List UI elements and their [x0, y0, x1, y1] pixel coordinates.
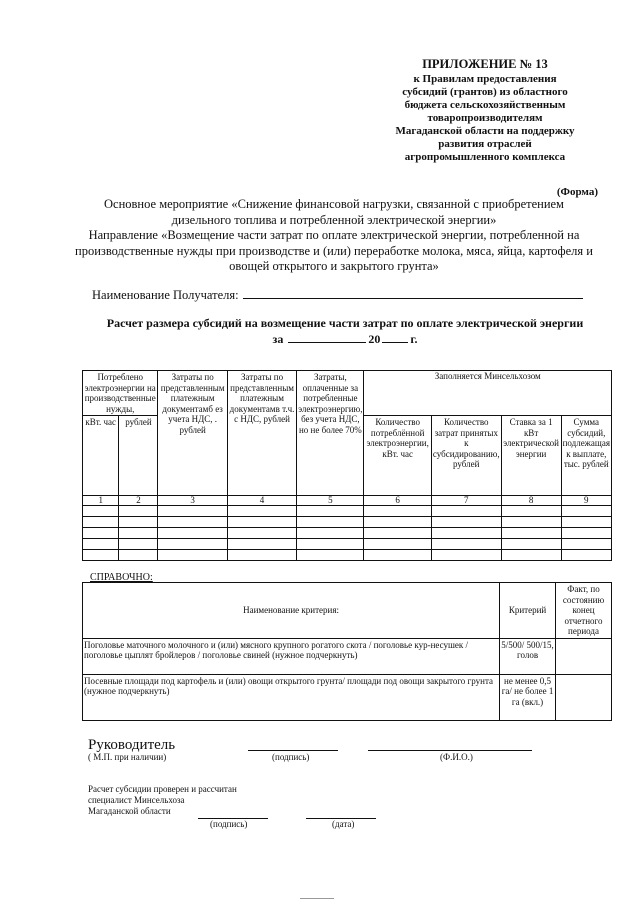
- table-cell[interactable]: [431, 550, 501, 561]
- fact-cell[interactable]: [556, 638, 612, 674]
- appendix-line: субсидий (грантов) из областного: [402, 86, 568, 98]
- table-cell[interactable]: [431, 517, 501, 528]
- table-cell[interactable]: [297, 550, 364, 561]
- table-cell[interactable]: [501, 506, 561, 517]
- appendix-line: бюджета сельскохозяйственным: [404, 99, 566, 111]
- table-cell[interactable]: [561, 550, 611, 561]
- col-number: 9: [561, 496, 611, 506]
- header-col3: Затраты по представленным платежным документамб ез учета НДС, . рублей: [158, 371, 227, 496]
- table-cell[interactable]: [83, 506, 119, 517]
- table-cell[interactable]: [158, 550, 227, 561]
- col-number: 2: [119, 496, 158, 506]
- table-cell[interactable]: [227, 528, 296, 539]
- table-cell[interactable]: [501, 539, 561, 550]
- table-cell[interactable]: [83, 550, 119, 561]
- appendix-line: товаропроизводителям: [427, 112, 543, 124]
- appendix-header: [360, 58, 610, 164]
- calc-title: [100, 316, 590, 346]
- table-cell[interactable]: [119, 550, 158, 561]
- fio-caption: (Ф.И.О.): [440, 752, 473, 762]
- table-cell[interactable]: [158, 517, 227, 528]
- form-label: (Форма): [556, 186, 598, 198]
- signature-caption: (подпись): [272, 752, 310, 762]
- appendix-line: агропромышленного комплекса: [404, 151, 566, 163]
- table-row: [83, 539, 612, 550]
- table-cell[interactable]: [119, 506, 158, 517]
- header-col7: Количество затрат принятых к субсидированию, рублей: [431, 416, 501, 496]
- criterion-name: Поголовье маточного молочного и (или) мясного крупного рогатого скота / поголовье кур-несушек / поголовье цыплят бройлеров / поголовье свиней (нужное подчеркнуть): [83, 638, 500, 674]
- stamp-note: ( М.П. при наличии): [88, 752, 167, 762]
- table-cell[interactable]: [119, 528, 158, 539]
- table-cell[interactable]: [561, 539, 611, 550]
- col-number: 7: [431, 496, 501, 506]
- table-cell[interactable]: [158, 506, 227, 517]
- header-col8: Ставка за 1 кВт электрической энергии: [501, 416, 561, 496]
- period-za: за: [272, 332, 284, 346]
- header-kwh: кВт. час: [83, 416, 119, 496]
- table-cell[interactable]: [364, 506, 431, 517]
- table-cell[interactable]: [561, 528, 611, 539]
- table-cell[interactable]: [83, 528, 119, 539]
- main-activity: Основное мероприятие «Снижение финансовой нагрузки, связанной с приобретением дизельного топлива и потребленной электрической энергии»: [104, 197, 564, 227]
- table-row: [83, 506, 612, 517]
- col-number: 1: [83, 496, 119, 506]
- year-suffix: г.: [410, 332, 418, 346]
- table-cell[interactable]: [431, 539, 501, 550]
- header-col5: Затраты, оплаченные за потребленные электроэнергию, без учета НДС, но не более 70%: [297, 371, 364, 496]
- header-col4: Затраты по представленным платежным документамв т.ч. с НДС, рублей: [227, 371, 296, 496]
- recipient-name-line[interactable]: [243, 287, 583, 299]
- table-cell[interactable]: [83, 517, 119, 528]
- table-cell[interactable]: [431, 506, 501, 517]
- col-number: 4: [227, 496, 296, 506]
- table-cell[interactable]: [119, 539, 158, 550]
- appendix-line: развития отраслей: [438, 138, 532, 150]
- table-cell[interactable]: [297, 539, 364, 550]
- col-number: 8: [501, 496, 561, 506]
- calculation-table: [82, 370, 612, 561]
- criterion-value: не менее 0,5 га/ не более 1 га (вкл.): [500, 674, 556, 720]
- table-cell[interactable]: [227, 506, 296, 517]
- table-cell[interactable]: [158, 528, 227, 539]
- recipient-row: [92, 287, 583, 303]
- table-cell[interactable]: [297, 517, 364, 528]
- appendix-heading: ПРИЛОЖЕНИЕ № 13: [422, 57, 548, 71]
- period-row: [100, 332, 590, 346]
- table-row: [83, 550, 612, 561]
- table-cell[interactable]: [227, 550, 296, 561]
- reference-label: СПРАВОЧНО:: [90, 572, 153, 583]
- table-row: [83, 517, 612, 528]
- check-signature-caption: (подпись): [210, 819, 248, 829]
- table-cell[interactable]: [501, 517, 561, 528]
- intro-text: [74, 197, 594, 275]
- check-line: Расчет субсидии проверен и рассчитан: [88, 784, 237, 794]
- footer-mark: [300, 898, 334, 899]
- table-cell[interactable]: [227, 539, 296, 550]
- table-cell[interactable]: [501, 550, 561, 561]
- table-cell[interactable]: [364, 517, 431, 528]
- year-prefix: 20: [368, 332, 381, 346]
- header-fact: Факт, по состоянию конец отчетного периода: [556, 583, 612, 639]
- table-cell[interactable]: [364, 550, 431, 561]
- period-blank[interactable]: [288, 332, 366, 343]
- table-cell[interactable]: [297, 506, 364, 517]
- check-date-caption: (дата): [332, 819, 355, 829]
- header-col6: Количество потреблённой электроэнергии, кВт. час: [364, 416, 431, 496]
- table-cell[interactable]: [119, 517, 158, 528]
- signature-line[interactable]: [248, 750, 338, 751]
- table-row: [83, 674, 612, 720]
- header-col9: Сумма субсидий, подлежащая к выплате, тыс. рублей: [561, 416, 611, 496]
- head-label: Руководитель: [88, 737, 176, 753]
- table-cell[interactable]: [561, 517, 611, 528]
- criterion-name: Посевные площади под картофель и (или) овощи открытого грунта/ площади под овощи закрытого грунта (нужное подчеркнуть): [83, 674, 500, 720]
- appendix-line: к Правилам предоставления: [413, 73, 557, 85]
- criteria-table: [82, 582, 612, 721]
- col-number: 5: [297, 496, 364, 506]
- col-number: 3: [158, 496, 227, 506]
- header-consumed: Потреблено электроэнергии на производственные нужды,: [83, 371, 158, 416]
- table-cell[interactable]: [158, 539, 227, 550]
- table-cell[interactable]: [227, 517, 296, 528]
- criterion-value: 5/500/ 500/15, голов: [500, 638, 556, 674]
- appendix-line: Магаданской области на поддержку: [395, 125, 575, 137]
- table-cell[interactable]: [297, 528, 364, 539]
- direction: Направление «Возмещение части затрат по оплате электрической энергии, потребленной на производственные нужды при производстве и (или) переработке молока, мяса, яйца, картофеля и овощей открытого и закрытого грунта»: [75, 228, 593, 273]
- header-criterion: Критерий: [500, 583, 556, 639]
- col-number: 6: [364, 496, 431, 506]
- table-cell[interactable]: [83, 539, 119, 550]
- year-blank[interactable]: [382, 332, 408, 343]
- recipient-label: Наименование Получателя:: [92, 288, 239, 302]
- header-minselhoz: Заполняется Минсельхозом: [364, 371, 612, 416]
- table-row: [83, 528, 612, 539]
- check-line: специалист Минсельхоза: [88, 795, 185, 805]
- fio-line[interactable]: [368, 750, 532, 751]
- table-cell[interactable]: [501, 528, 561, 539]
- table-row: [83, 638, 612, 674]
- table-cell[interactable]: [431, 528, 501, 539]
- header-rub: рублей: [119, 416, 158, 496]
- check-line: Магаданской области: [88, 806, 171, 816]
- fact-cell[interactable]: [556, 674, 612, 720]
- check-note: [88, 784, 237, 817]
- header-criterion-name: Наименование критерия:: [83, 583, 500, 639]
- calc-title-text: Расчет размера субсидий на возмещение части затрат по оплате электрической энергии: [106, 316, 584, 330]
- table-cell[interactable]: [364, 539, 431, 550]
- table-cell[interactable]: [364, 528, 431, 539]
- table-cell[interactable]: [561, 506, 611, 517]
